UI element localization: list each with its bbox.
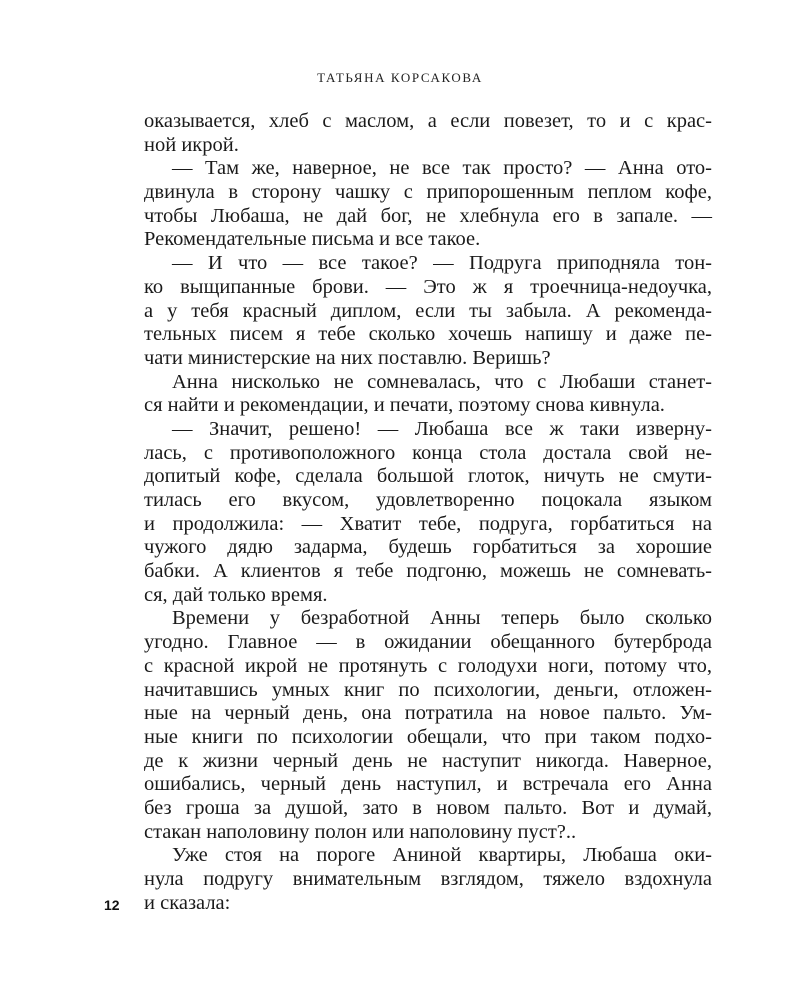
text-line: — Значит, решено! — Любаша все ж таки изверну-	[172, 417, 712, 440]
text-line: тельных писем я тебе сколько хочешь напишу и даже пе-	[144, 323, 712, 346]
text-line: чати министерские на них поставлю. Веришь?	[144, 346, 551, 369]
text-line: Уже стоя на пороге Аниной квартиры, Любаша оки-	[172, 844, 712, 867]
text-line: ные книги по психологии обещали, что при таком подхо-	[144, 725, 712, 748]
text-line: с красной икрой не протянуть с голодухи ноги, потому что,	[144, 654, 712, 677]
text-line: двинула в сторону чашку с припорошенным пеплом кофе,	[144, 181, 712, 204]
text-line: бабки. А клиентов я тебе подгоню, можешь не сомневать-	[144, 560, 712, 583]
text-line: Анна нисколько не сомневалась, что с Любаши станет-	[172, 370, 712, 393]
text-line: де к жизни черный день не наступит никогда. Наверное,	[144, 749, 712, 772]
text-line: ко выщипанные брови. — Это ж я троечница-недоучка,	[144, 275, 712, 298]
text-line: оказывается, хлеб с маслом, а если повезет, то и с крас-	[144, 110, 712, 132]
running-head: ТАТЬЯНА КОРСАКОВА	[317, 70, 483, 85]
text-line: а у тебя красный диплом, если ты забыла. А рекоменда-	[144, 299, 712, 322]
text-line: ошибались, черный день наступил, и встречала его Анна	[144, 773, 712, 796]
page-number: 12	[104, 897, 120, 913]
text-line: — Там же, наверное, не все так просто? — Анна ото-	[172, 157, 712, 180]
text-line: нула подругу внимательным взглядом, тяжело вздохнула	[144, 868, 712, 890]
text-line: — И что — все такое? — Подруга приподняла тон-	[172, 252, 712, 275]
text-line: тилась его вкусом, удовлетворенно поцокала языком	[144, 489, 712, 511]
text-line: без гроша за душой, зато в новом пальто. Вот и думай,	[144, 796, 712, 819]
text-line: ной икрой.	[144, 133, 239, 156]
text-line: и сказала:	[144, 891, 231, 914]
text-line: угодно. Главное — в ожидании обещанного бутерброда	[144, 631, 712, 654]
text-line: ные на черный день, она потратила на новое пальто. Ум-	[144, 702, 712, 725]
text-line: ся найти и рекомендации, и печати, поэтому снова кивнула.	[144, 394, 665, 417]
text-line: Времени у безработной Анны теперь было сколько	[172, 607, 712, 630]
text-line: и продолжила: — Хватит тебе, подруга, горбатиться на	[144, 512, 712, 535]
text-line: допитый кофе, сделала большой глоток, ничуть не смути-	[144, 465, 712, 488]
text-line: лась, с противоположного конца стола достала свой не-	[144, 441, 712, 464]
text-line: ся, дай только время.	[144, 583, 328, 606]
text-line: Рекомендательные письма и все такое.	[144, 228, 481, 251]
text-line: чтобы Любаша, не дай бог, не хлебнула его в запале. —	[144, 204, 712, 227]
text-line: начитавшись умных книг по психологии, деньги, отложен-	[144, 678, 712, 701]
text-line: стакан наполовину полон или наполовину пуст?..	[144, 820, 577, 843]
text-line: чужого дядю задарма, будешь горбатиться за хорошие	[144, 536, 712, 559]
body-text	[144, 110, 712, 915]
